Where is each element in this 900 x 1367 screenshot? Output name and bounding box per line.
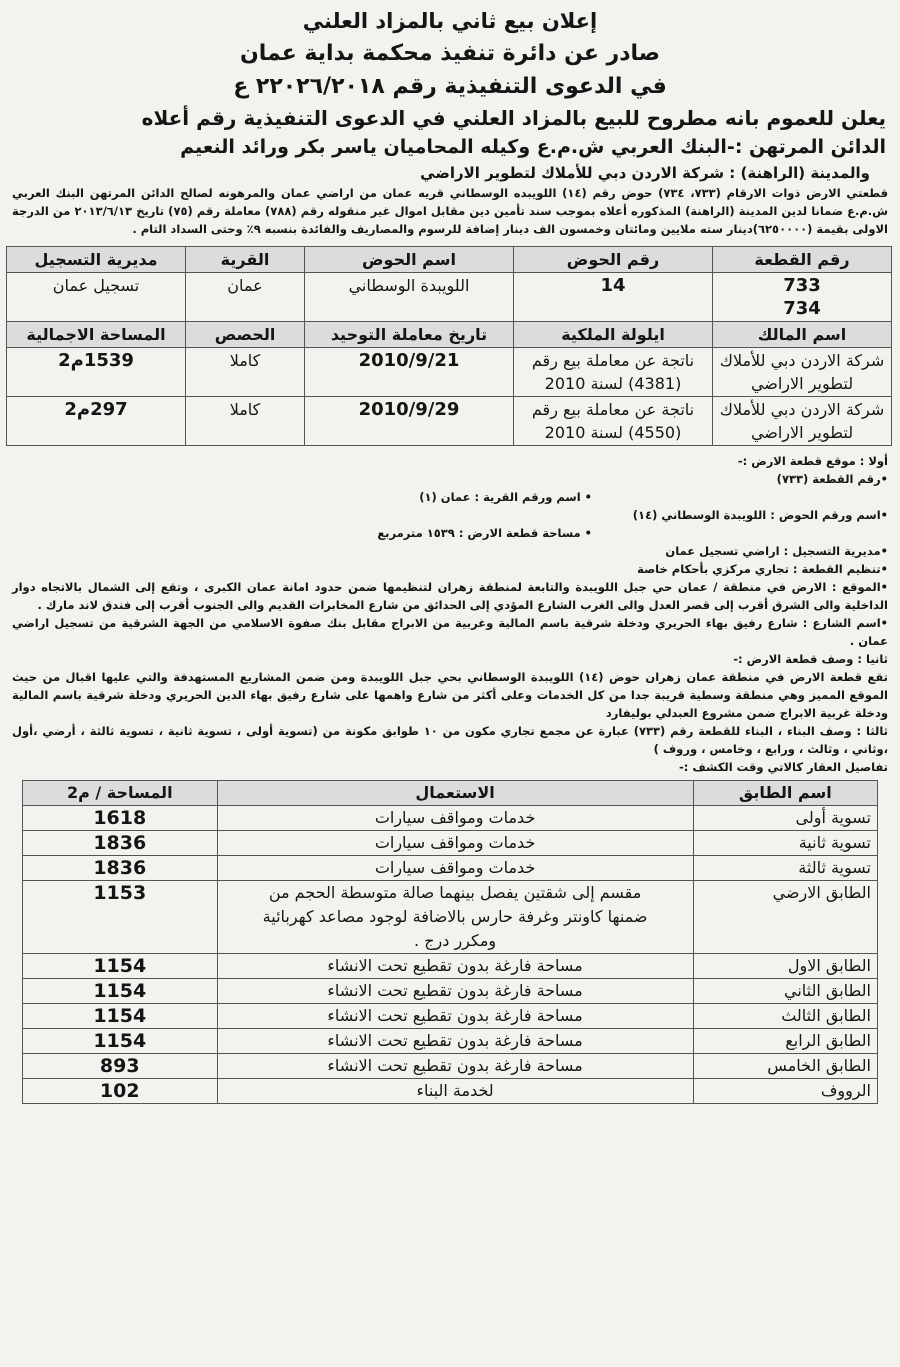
shares: كاملا [186,348,305,397]
public-announcement: يعلن للعموم بانه مطروح للبيع بالمزاد العلني في الدعوى التنفيذية رقم أعلاه [141,106,886,130]
floor-use: مساحة فارغة بدون تقطيع تحت الانشاء [217,979,693,1004]
total-area: 1539م2 [7,348,186,397]
floor-name: تسوية ثانية [693,831,877,856]
description-section [8,650,892,776]
table-row [23,1054,878,1079]
floor-area: 1154 [23,1004,218,1029]
table-row [23,954,878,979]
issuer-line: صادر عن دائرة تنفيذ محكمة بداية عمان [239,41,661,66]
col-directorate: مديرية التسجيل [7,247,186,273]
floor-area: 1154 [23,979,218,1004]
floor-use: مساحة فارغة بدون تقطيع تحت الانشاء [217,1029,693,1054]
floor-area: 1618 [23,806,218,831]
floors-table [22,780,878,1104]
location-village: • اسم ورقم القرية : عمان (١) [419,490,592,504]
floor-area: 893 [23,1054,218,1079]
floors-table-header [23,781,878,806]
floor-use: خدمات ومواقف سيارات [217,831,693,856]
floor-use: لخدمة البناء [217,1079,693,1104]
directorate-name: تسجيل عمان [7,273,186,322]
location-street: •اسم الشارع : شارع رفيق بهاء الحريري ودخلة شرقية باسم المالية وغربية من الابراج مقابل بنك صفوة الاسلامي من الجهة الشرقية من تسجيل اراضي عمان . [12,616,888,648]
shares: كاملا [186,397,305,446]
details-heading: تفاصيل العقار كالاتي وقت الكشف :- [678,760,888,774]
basin-number: 14 [514,273,713,322]
plot-table-header-2 [7,322,892,348]
col-basin-number: رقم الحوض [514,247,713,273]
case-number-line: في الدعوى التنفيذية رقم ٢٢٠٢٦/٢٠١٨ ع [233,74,667,99]
col-shares: الحصص [186,322,305,348]
basin-name: اللويبدة الوسطاني [305,273,514,322]
location-section [8,452,892,650]
unify-date: 2010/9/29 [305,397,514,446]
table-row [23,1079,878,1104]
table-row [23,979,878,1004]
floor-use: مساحة فارغة بدون تقطيع تحت الانشاء [217,954,693,979]
notice-title: إعلان بيع ثاني بالمزاد العلني [302,9,598,33]
floor-use: خدمات ومواقف سيارات [217,856,693,881]
ownership-source: ناتجة عن معاملة بيع رقم (4550) لسنة 2010 [514,397,713,446]
table-row [23,1004,878,1029]
ownership-source: ناتجة عن معاملة بيع رقم (4381) لسنة 2010 [514,348,713,397]
debtor-line: والمدينة (الراهنة) : شركة الاردن دبي للأملاك لتطوير الاراضي [420,164,870,182]
floor-name: تسوية أولى [693,806,877,831]
floor-area: 1153 [23,881,218,954]
floor-name: الرووف [693,1079,877,1104]
plot-table-header-1 [7,247,892,273]
location-plot-number: •رقم القطعة (٧٣٣) [776,472,888,486]
floor-name: تسوية ثالثة [693,856,877,881]
plot-table [6,246,892,446]
col-owner: اسم المالك [713,322,892,348]
table-row [23,806,878,831]
description-text: تقع قطعة الارض في منطقة عمان زهران حوض (١٤) اللويبدة الوسطاني بحي جبل اللويبدة ومن ضمن المشاريع المستهدفة والتي عليها اقبال من حيث الموقع المميز وهي منطقة وسطية قريبة جدا من كل الخدمات وعلى أكثر من شارع واهمها على شارع رفيق بهاء الدين الحريري ودخلة شرقية باسم المالية ودخلة غربية الابراج ضمن مشروع العبدلي بوليفارد [12,670,888,720]
plot-numbers [713,273,892,322]
owner-name: شركة الاردن دبي للأملاك لتطوير الاراضي [713,397,892,446]
floor-area: 1154 [23,954,218,979]
col-basin-name: اسم الحوض [305,247,514,273]
col-floor-area: المساحة / م2 [23,781,218,806]
col-floor-name: اسم الطابق [693,781,877,806]
plot-number-a: 733 [783,275,821,296]
total-area: 297م2 [7,397,186,446]
floor-area: 1836 [23,831,218,856]
floor-use: مساحة فارغة بدون تقطيع تحت الانشاء [217,1004,693,1029]
col-ownership: ايلولة الملكية [514,322,713,348]
floor-area: 102 [23,1079,218,1104]
location-basin: •اسم ورقم الحوض : اللويبدة الوسطاني (١٤) [632,508,888,522]
col-unify-date: تاريخ معاملة التوحيد [305,322,514,348]
floor-area: 1836 [23,856,218,881]
plot-number-b: 734 [783,298,821,319]
floor-name: الطابق الارضي [693,881,877,954]
notice-header [8,6,892,103]
creditor-line: الدائن المرتهن :-البنك العربي ش.م.ع وكيله المحاميان ياسر بكر ورائد النعيم [180,136,886,158]
unify-date: 2010/9/21 [305,348,514,397]
table-row [7,397,892,446]
floor-name: الطابق الثالث [693,1004,877,1029]
table-row [23,1029,878,1054]
intro-paragraph: قطعتي الارض ذوات الارقام (٧٣٣، ٧٣٤) حوض رقم (١٤) اللويبده الوسطاني قريه عمان من اراضي عمان والمرهونه لصالح الدائن المرتهن البنك العربي ش.م.ع ضمانا لدين المدينة (الراهنة) المذكوره أعلاه بموجب سند تأمين دين مقابل اموال غير منقوله رقم (٧٨٨) معاملة رقم (٧٥) تاريخ ٢٠١٣/٦/١٣ من الدرجة الاولى بقيمة (٦٢٥٠٠٠٠)دينار سته ملايين ومائتان وخمسون الف دينار إضافة للرسوم والمصاريف والفائدة بنسبه ٩٪ وحتى السداد التام . [12,186,888,236]
floor-name: الطابق الاول [693,954,877,979]
table-row [7,348,892,397]
col-plot-number: رقم القطعة [713,247,892,273]
floor-name: الطابق الخامس [693,1054,877,1079]
village-name: عمان [186,273,305,322]
location-site: •الموقع : الارض في منطقة / عمان حي جبل اللويبدة والتابعة لمنطقة زهران لتنظيمها ضمن حدود امانة عمان الكبرى ، وتقع إلى الشمال بالاتجاه دوار الداخلية والى الشرق أقرب إلى قصر العدل والى الغرب الشارع المؤدي إلى الحدائق من شارع المخابرات القديم والى الجنوب أقرب إلى فندق لاند مارك . [12,580,888,612]
description-heading: ثانيا : وصف قطعة الارض :- [733,652,888,666]
floor-name: الطابق الثاني [693,979,877,1004]
floor-area: 1154 [23,1029,218,1054]
floor-name: الطابق الرابع [693,1029,877,1054]
floor-use: مساحة فارغة بدون تقطيع تحت الانشاء [217,1054,693,1079]
plot-table-row-1 [7,273,892,322]
location-area: • مساحة قطعة الارض : ١٥٣٩ مترمربع [377,526,592,540]
owner-name: شركة الاردن دبي للأملاك لتطوير الاراضي [713,348,892,397]
col-total-area: المساحة الاجمالية [7,322,186,348]
col-village: القرية [186,247,305,273]
location-zoning: •تنظيم القطعة : تجاري مركزي بأحكام خاصة [637,562,888,576]
table-row [23,881,878,954]
building-description: ثالثا : وصف البناء ، البناء للقطعة رقم (٧٣٣) عبارة عن مجمع تجاري مكون من ١٠ طوابق مكونة من (تسوية أولى ، تسوية ثانية ، تسوية ثالثة ، أرضي ،أول ،وثاني ، وثالث ، ورابع ، وخامس ، وروف ) [12,724,889,756]
floor-use: خدمات ومواقف سيارات [217,806,693,831]
floor-use: مقسم إلى شقتين يفصل بينهما صالة متوسطة الحجم من ضمنها كاونتر وغرفة حارس بالاضافة لوجود مصاعد كهربائية ومكرر درج . [217,881,693,954]
location-heading: أولا : موقع قطعة الارض :- [737,454,888,468]
col-floor-use: الاستعمال [217,781,693,806]
location-registry: •مديرية التسجيل : اراضي تسجيل عمان [665,544,888,558]
table-row [23,831,878,856]
table-row [23,856,878,881]
